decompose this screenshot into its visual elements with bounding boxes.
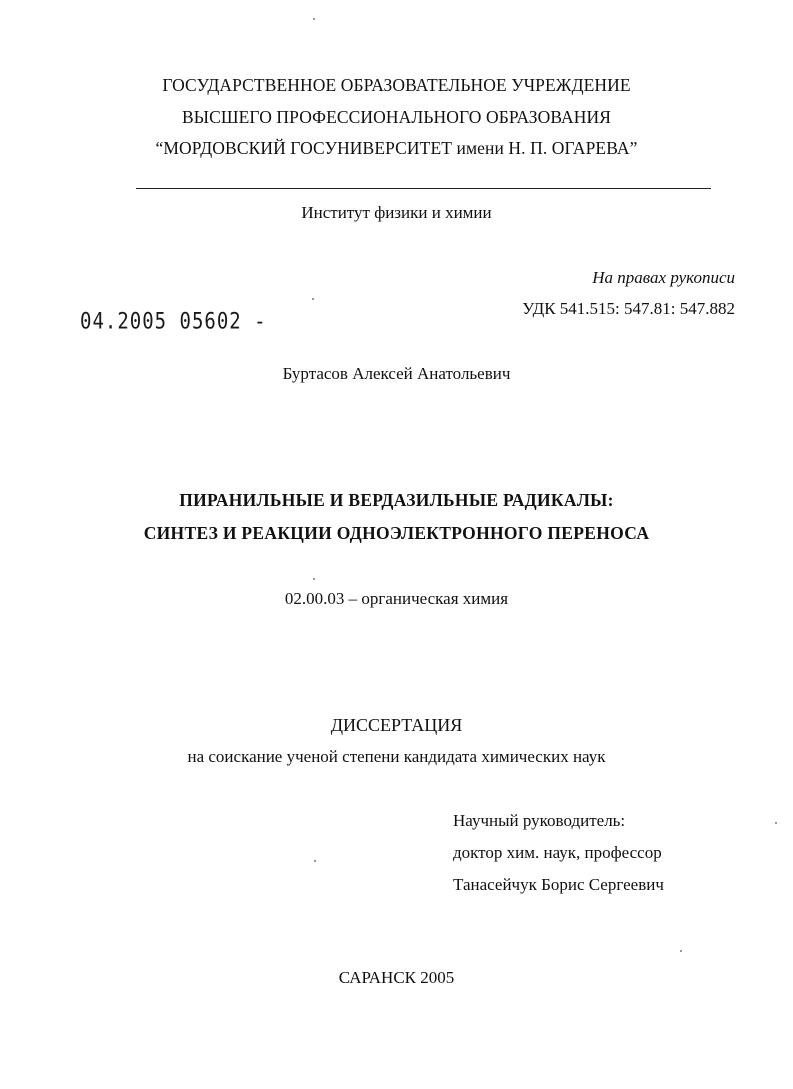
header-divider (136, 188, 711, 189)
supervisor-name: Танасейчук Борис Сергеевич (453, 875, 664, 894)
org-line-1: ГОСУДАРСТВЕННОЕ ОБРАЗОВАТЕЛЬНОЕ УЧРЕЖДЕНИЕ (162, 75, 631, 95)
registration-stamp-number: 04.2005 05602 - (80, 309, 267, 335)
supervisor-label: Научный руководитель: (453, 811, 626, 830)
org-line-2: ВЫСШЕГО ПРОФЕССИОНАЛЬНОГО ОБРАЗОВАНИЯ (181, 107, 612, 127)
degree-statement: на соискание ученой степени кандидата химических наук (187, 747, 606, 766)
city-year: САРАНСК 2005 (338, 968, 455, 987)
author-name: Буртасов Алексей Анатольевич (282, 364, 511, 383)
work-type-heading: ДИССЕРТАЦИЯ (330, 715, 463, 735)
manuscript-rights-note: На правах рукописи (592, 268, 735, 287)
org-line-3: “МОРДОВСКИЙ ГОСУНИВЕРСИТЕТ имени Н. П. ОГАРЕВА” (155, 138, 638, 158)
udk-code: УДК 541.515: 547.81: 547.882 (522, 299, 735, 318)
supervisor-title: доктор хим. наук, профессор (453, 843, 662, 862)
scan-speck (314, 860, 316, 862)
scan-speck (313, 578, 315, 580)
thesis-title-line-1: ПИРАНИЛЬНЫЕ И ВЕРДАЗИЛЬНЫЕ РАДИКАЛЫ: (179, 490, 614, 510)
scan-speck (312, 298, 314, 300)
thesis-title-line-2: СИНТЕЗ И РЕАКЦИИ ОДНОЭЛЕКТРОННОГО ПЕРЕНОСА (143, 523, 650, 543)
scan-speck (313, 18, 315, 20)
scan-speck (775, 822, 777, 824)
scan-speck (680, 950, 682, 952)
institute-name: Институт физики и химии (301, 203, 492, 222)
specialty-code: 02.00.03 – органическая химия (284, 589, 509, 608)
